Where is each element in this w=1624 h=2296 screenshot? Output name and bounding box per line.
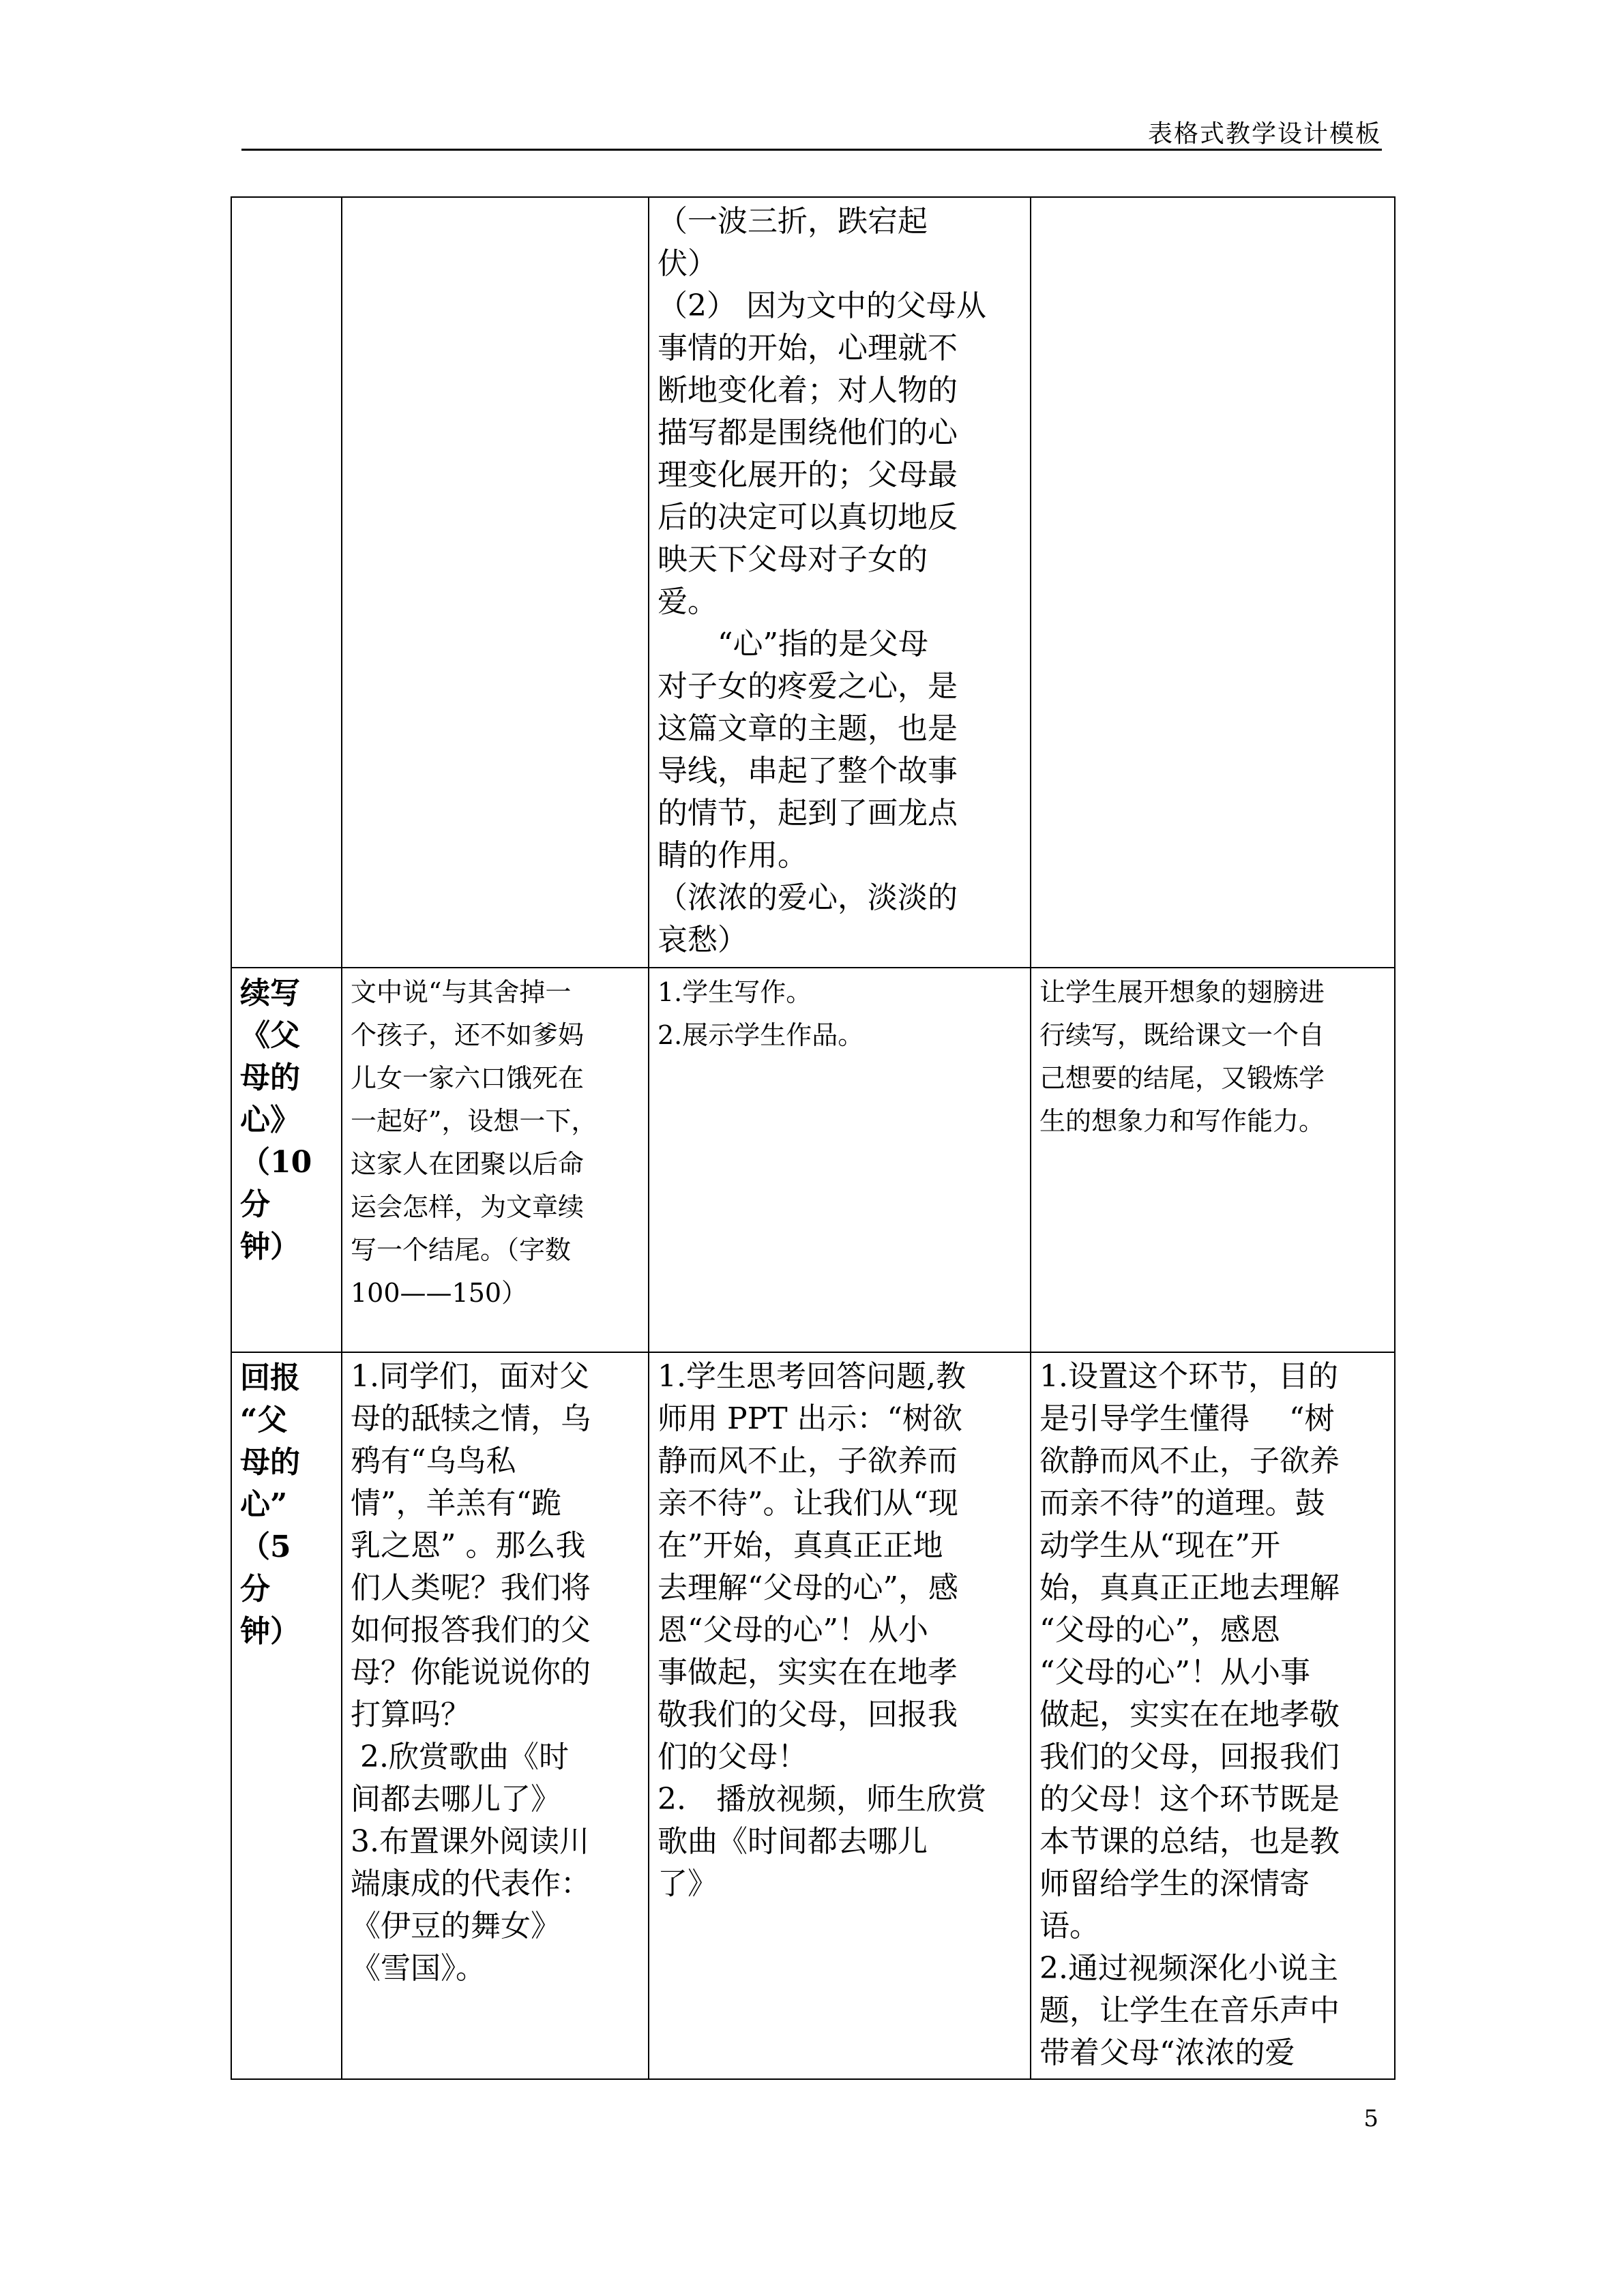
purpose-cell [1031,197,1395,968]
step-cell [231,197,342,968]
text-line: 带着父母“浓浓的爱 [1039,2036,1295,2070]
text-line: 事做起，实实在在地孝 [658,1655,958,1690]
text-line: 钟） [240,1229,300,1264]
text-line: 亲不待”。让我们从“现 [658,1486,958,1521]
text-line: 后的决定可以真切地反 [658,500,958,535]
text-line: 一起好”，设想一下， [351,1106,597,1136]
text-line: 描写都是围绕他们的心 [658,415,958,450]
text-line: 写一个结尾。（字数 [351,1235,572,1265]
text-line: 《伊豆的舞女》 [351,1909,561,1943]
text-line: 动学生从“现在”开 [1039,1528,1280,1563]
text-line: 生的想象力和写作能力。 [1039,1106,1325,1136]
text-line: 静而风不止，子欲养而 [658,1444,958,1478]
text-line: 这篇文章的主题，也是 [658,711,958,746]
text-line: 《雪国》。 [351,1951,486,1986]
text-line: 儿女一家六口饿死在 [351,1063,585,1093]
text-line: 事情的开始，心理就不 [658,331,958,366]
text-line: 2.通过视频深化小说主 [1039,1951,1338,1986]
text-line: 对子女的疼爱之心，是 [658,669,958,704]
text-line: 始，真真正正地去理解 [1039,1570,1340,1605]
text-line: 这家人在团聚以后命 [351,1149,585,1179]
text-line: 打算吗？ [351,1697,471,1732]
text-line: “父母的心”！从小事 [1039,1655,1310,1690]
text-line: 分 [240,1572,270,1607]
purpose-cell [1031,1352,1395,2079]
text-line: 文中说“与其舍掉一 [351,977,572,1007]
text-line: 运会怎样，为文章续 [351,1192,585,1222]
text-line: 分 [240,1187,270,1222]
table-row [231,1352,1395,2079]
text-line: 回报 [240,1360,300,1395]
text-line: 母的 [240,1060,300,1095]
text-line: 做起，实实在在地孝敬 [1039,1697,1340,1732]
text-line: 映天下父母对子女的 [658,542,928,577]
text-line: 我们的父母，回报我们 [1039,1740,1340,1774]
text-line: （一波三折，跌宕起 [658,204,928,239]
text-line: 敬我们的父母，回报我 [658,1697,958,1732]
text-line: 己想要的结尾，又锻炼学 [1039,1063,1325,1093]
text-line: 间都去哪儿了》 [351,1782,561,1817]
text-line: 心》 [240,1103,300,1137]
page-number: 5 [1363,2105,1378,2132]
text-line: 2.欣赏歌曲《时 [351,1740,569,1774]
text-line: （5 [240,1530,291,1564]
text-line: 睛的作用。 [658,838,808,873]
text-line: 心” [240,1487,288,1522]
table-row [231,197,1395,968]
text-line: 母的 [240,1445,300,1480]
text-line: 1.同学们，面对父 [351,1359,589,1394]
text-line: 歌曲《时间都去哪儿 [658,1824,928,1859]
text-line: 理变化展开的；父母最 [658,458,958,492]
text-line: （浓浓的爱心，淡淡的 [658,880,958,915]
header-rule [241,149,1382,151]
text-line: 语。 [1039,1909,1099,1943]
text-line: （10 [240,1145,312,1180]
content-cell [342,968,649,1352]
text-line: 去理解“父母的心”，感 [658,1570,958,1605]
text-line: 导线，串起了整个故事 [658,754,958,788]
text-line: 3.布置课外阅读川 [351,1824,589,1859]
text-line: 情”，羊羔有“跪 [351,1486,561,1521]
text-line: 欲静而风不止，子欲养 [1039,1444,1340,1478]
text-line: 《父 [240,1018,300,1053]
content-cell [342,197,649,968]
text-line: 而亲不待”的道理。鼓 [1039,1486,1325,1521]
text-line: 100——150） [351,1278,528,1308]
text-line: 是引导学生懂得 “树 [1039,1401,1335,1436]
text-line: 1.学生思考回答问题,教 [658,1359,966,1394]
activity-cell [649,197,1031,968]
lesson-plan-table [231,196,1396,2080]
content-cell [342,1352,649,2079]
text-line: 行续写，既给课文一个自 [1039,1020,1325,1050]
text-line: 1.学生写作。 [658,977,812,1007]
activity-cell [649,968,1031,1352]
text-line: 1.设置这个环节，目的 [1039,1359,1338,1394]
text-line: “父母的心”，感恩 [1039,1613,1280,1648]
text-line: 师留给学生的深情寄 [1039,1866,1310,1901]
header-title: 表格式教学设计模板 [1147,120,1381,148]
text-line: 伏） [658,246,718,281]
text-line: （2） 因为文中的父母从 [658,288,986,323]
text-line: 钟） [240,1614,300,1649]
text-line: 们的父母！ [658,1740,808,1774]
text-line: 母？你能说说你的 [351,1655,591,1690]
step-cell [231,968,342,1352]
text-line: 师用 PPT 出示：“树欲 [658,1401,963,1436]
activity-cell [649,1352,1031,2079]
text-line: “心”指的是父母 [658,627,928,661]
purpose-cell [1031,968,1395,1352]
text-line: 让学生展开想象的翅膀进 [1039,977,1325,1007]
text-line: 鸦有“乌鸟私 [351,1444,516,1478]
text-line: 2.展示学生作品。 [658,1020,864,1050]
text-line: 端康成的代表作： [351,1866,591,1901]
text-line: 在”开始，真真正正地 [658,1528,943,1563]
text-line: 哀愁） [658,923,748,957]
step-cell [231,1352,342,2079]
text-line: 乳之恩” 。那么我 [351,1528,586,1563]
text-line: “父 [240,1403,288,1437]
text-line: 恩“父母的心”！从小 [658,1613,928,1648]
text-line: 了》 [658,1866,718,1901]
text-line: 如何报答我们的父 [351,1613,591,1648]
text-line: 母的舐犊之情，乌 [351,1401,591,1436]
text-line: 的情节，起到了画龙点 [658,796,958,831]
text-line: 2. 播放视频，师生欣赏 [658,1782,986,1817]
text-line: 爱。 [658,584,718,619]
text-line: 题，让学生在音乐声中 [1039,1993,1340,2028]
text-line: 断地变化着；对人物的 [658,373,958,408]
text-line: 的父母！这个环节既是 [1039,1782,1340,1817]
text-line: 个孩子，还不如爹妈 [351,1020,585,1050]
text-line: 续写 [240,976,300,1011]
text-line: 本节课的总结，也是教 [1039,1824,1340,1859]
text-line: 们人类呢？我们将 [351,1570,591,1605]
table-row [231,968,1395,1352]
